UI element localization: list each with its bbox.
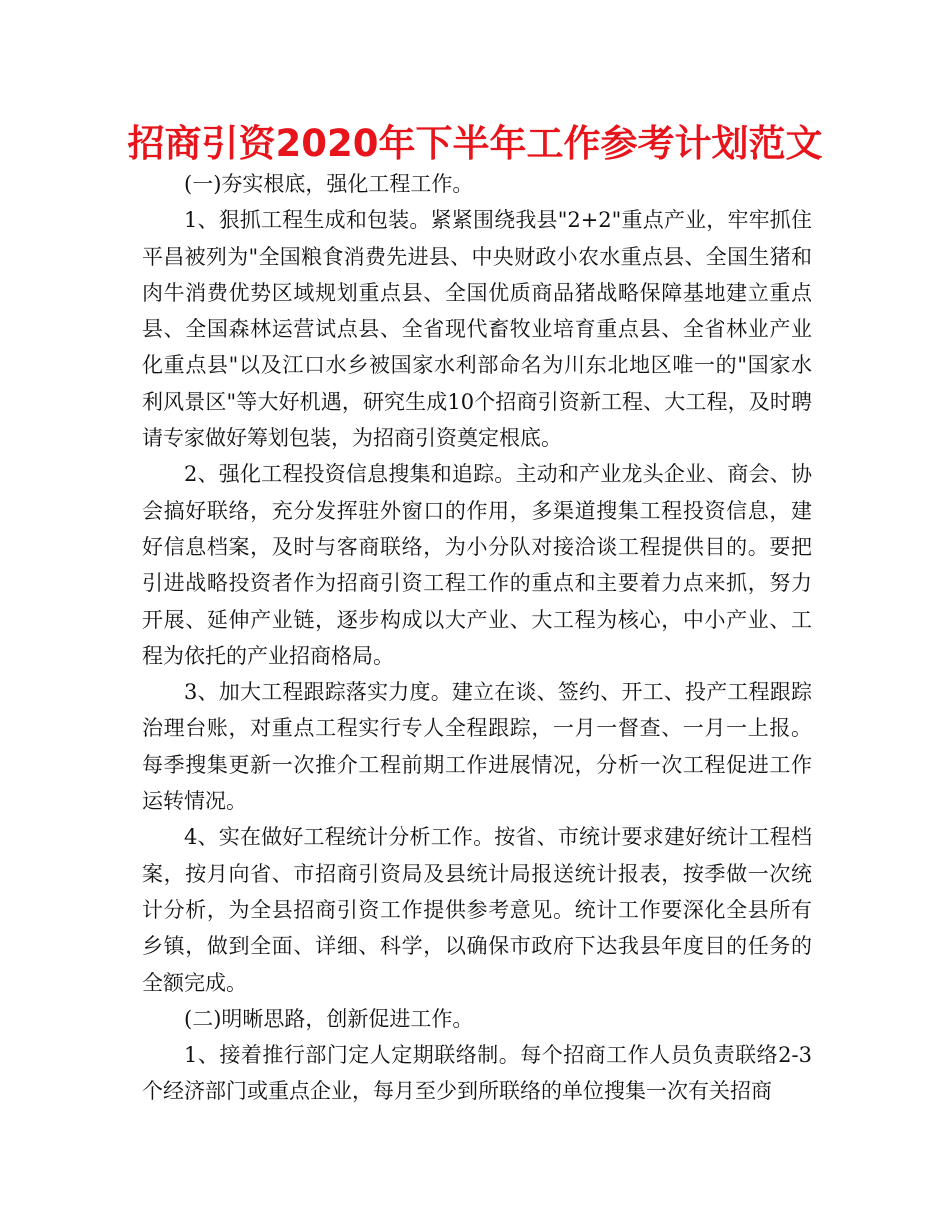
paragraph-item-4: 4、实在做好工程统计分析工作。按省、市统计要求建好统计工程档案，按月向省、市招商引资局及县统计局报送统计报表，按季做一次统计分析，为全县招商引资工作提供参考意见。统计工作要深化全县所有乡镇，做到全面、详细、科学，以确保市政府下达我县年度目的任务的全额完成。 — [142, 825, 812, 995]
paragraph-item-1: 1、狠抓工程生成和包装。紧紧围绕我县"2+2"重点产业，牢牢抓住平昌被列为"全国粮食消费先进县、中央财政小农水重点县、全国生猪和肉牛消费优势区域规划重点县、全国优质商品猪战略保障基地建立重点县、全国森林运营试点县、全省现代畜牧业培育重点县、全省林业产业化重点县"以及江口水乡被国家水利部命名为川东北地区唯一的"国家水利风景区"等大好机遇，研究生成10个招商引资新工程、大工程，及时聘请专家做好筹划包装，为招商引资奠定根底。 — [142, 208, 812, 451]
paragraph-item-3: 3、加大工程跟踪落实力度。建立在谈、签约、开工、投产工程跟踪治理台账，对重点工程实行专人全程跟踪，一月一督查、一月一上报。每季搜集更新一次推介工程前期工作进展情况，分析一次工程促进工作运转情况。 — [142, 680, 812, 814]
paragraph-section-1-heading: (一)夯实根底，强化工程工作。 — [184, 172, 474, 196]
document-title: 招商引资2020年下半年工作参考计划范文 — [127, 122, 823, 165]
paragraph-section-2-heading: (二)明晰思路，创新促进工作。 — [184, 1006, 474, 1031]
paragraph-section-2-item-1: 1、接着推行部门定人定期联络制。每个招商工作人员负责联络2-3个经济部门或重点企业，每月至少到所联络的单位搜集一次有关招商 — [142, 1043, 812, 1104]
document-body — [142, 166, 812, 1110]
paragraph-item-2: 2、强化工程投资信息搜集和追踪。主动和产业龙头企业、商会、协会搞好联络，充分发挥驻外窗口的作用，多渠道搜集工程投资信息，建好信息档案，及时与客商联络，为小分队对接洽谈工程提供目的。要把引进战略投资者作为招商引资工程工作的重点和主要着力点来抓，努力开展、延伸产业链，逐步构成以大产业、大工程为核心，中小产业、工程为依托的产业招商格局。 — [142, 462, 812, 668]
